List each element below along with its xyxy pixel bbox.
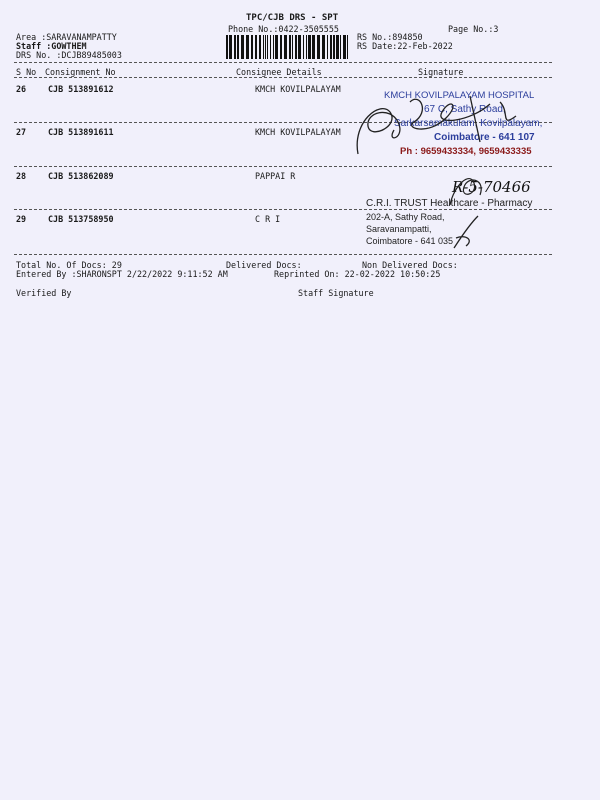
column-header-sno: S No (16, 67, 37, 77)
kmch-stamp-name: KMCH KOVILPALAYAM HOSPITAL (384, 90, 535, 101)
kmch-stamp-phone: Ph : 9659433334, 9659433335 (400, 146, 532, 157)
cri-stamp-line: 202-A, Sathy Road, (366, 212, 445, 222)
row-consignment: CJB 513891612 (48, 84, 114, 94)
row-sno: 28 (16, 171, 27, 181)
cri-stamp-line: Coimbatore - 641 035 (366, 236, 454, 246)
handwritten-number: R-5-70466 (452, 178, 531, 196)
area-field: Area :SARAVANAMPATTY (16, 32, 117, 42)
document-title: TPC/CJB DRS - SPT (246, 13, 339, 23)
row-sno: 27 (16, 127, 27, 137)
row-consignee: C R I (255, 214, 281, 224)
staff-signature-label: Staff Signature (298, 288, 374, 298)
rs-date: RS Date:22-Feb-2022 (357, 41, 453, 51)
reprinted-on: Reprinted On: 22-02-2022 10:50:25 (274, 269, 441, 279)
phone-number: Phone No.:0422-3505555 (228, 24, 339, 34)
kmch-stamp-line: Coimbatore - 641 107 (434, 132, 535, 143)
page-number: Page No.:3 (448, 24, 499, 34)
rs-number: RS No.:894850 (357, 32, 423, 42)
drs-number: DRS No. :DCJB89485003 (16, 50, 122, 60)
divider (14, 62, 552, 63)
row-consignment: CJB 513891611 (48, 127, 114, 137)
total-docs: Total No. Of Docs: 29 (16, 260, 122, 270)
verified-by-label: Verified By (16, 288, 72, 298)
kmch-stamp-line: 67 C, Sathy Road, (424, 104, 506, 115)
signature-scribble-kmch (350, 82, 550, 172)
cri-stamp-name: C.R.I. TRUST Healthcare - Pharmacy (366, 198, 533, 209)
row-sno: 26 (16, 84, 27, 94)
kmch-stamp-line: Sarkarsamakulam, Kovilpalayam, (394, 118, 543, 129)
column-header-consignee: Consignee Details (236, 67, 322, 77)
staff-field: Staff :GOWTHEM (16, 41, 87, 51)
entered-by: Entered By :SHARONSPT 2/22/2022 9:11:52 AM (16, 269, 228, 279)
barcode-image (226, 35, 348, 59)
column-header-consignment: Consignment No (45, 67, 116, 77)
delivered-docs: Delivered Docs: (226, 260, 302, 270)
row-consignee: PAPPAI R (255, 171, 296, 181)
row-consignee: KMCH KOVILPALAYAM (255, 84, 341, 94)
divider (14, 254, 552, 255)
column-header-signature: Signature (418, 67, 464, 77)
divider (14, 77, 552, 78)
non-delivered-docs: Non Delivered Docs: (362, 260, 458, 270)
row-consignee: KMCH KOVILPALAYAM (255, 127, 341, 137)
row-consignment: CJB 513758950 (48, 214, 114, 224)
row-consignment: CJB 513862089 (48, 171, 114, 181)
cri-stamp-line: Saravanampatti, (366, 224, 432, 234)
signature-scribble-cri (448, 212, 488, 252)
row-sno: 29 (16, 214, 27, 224)
